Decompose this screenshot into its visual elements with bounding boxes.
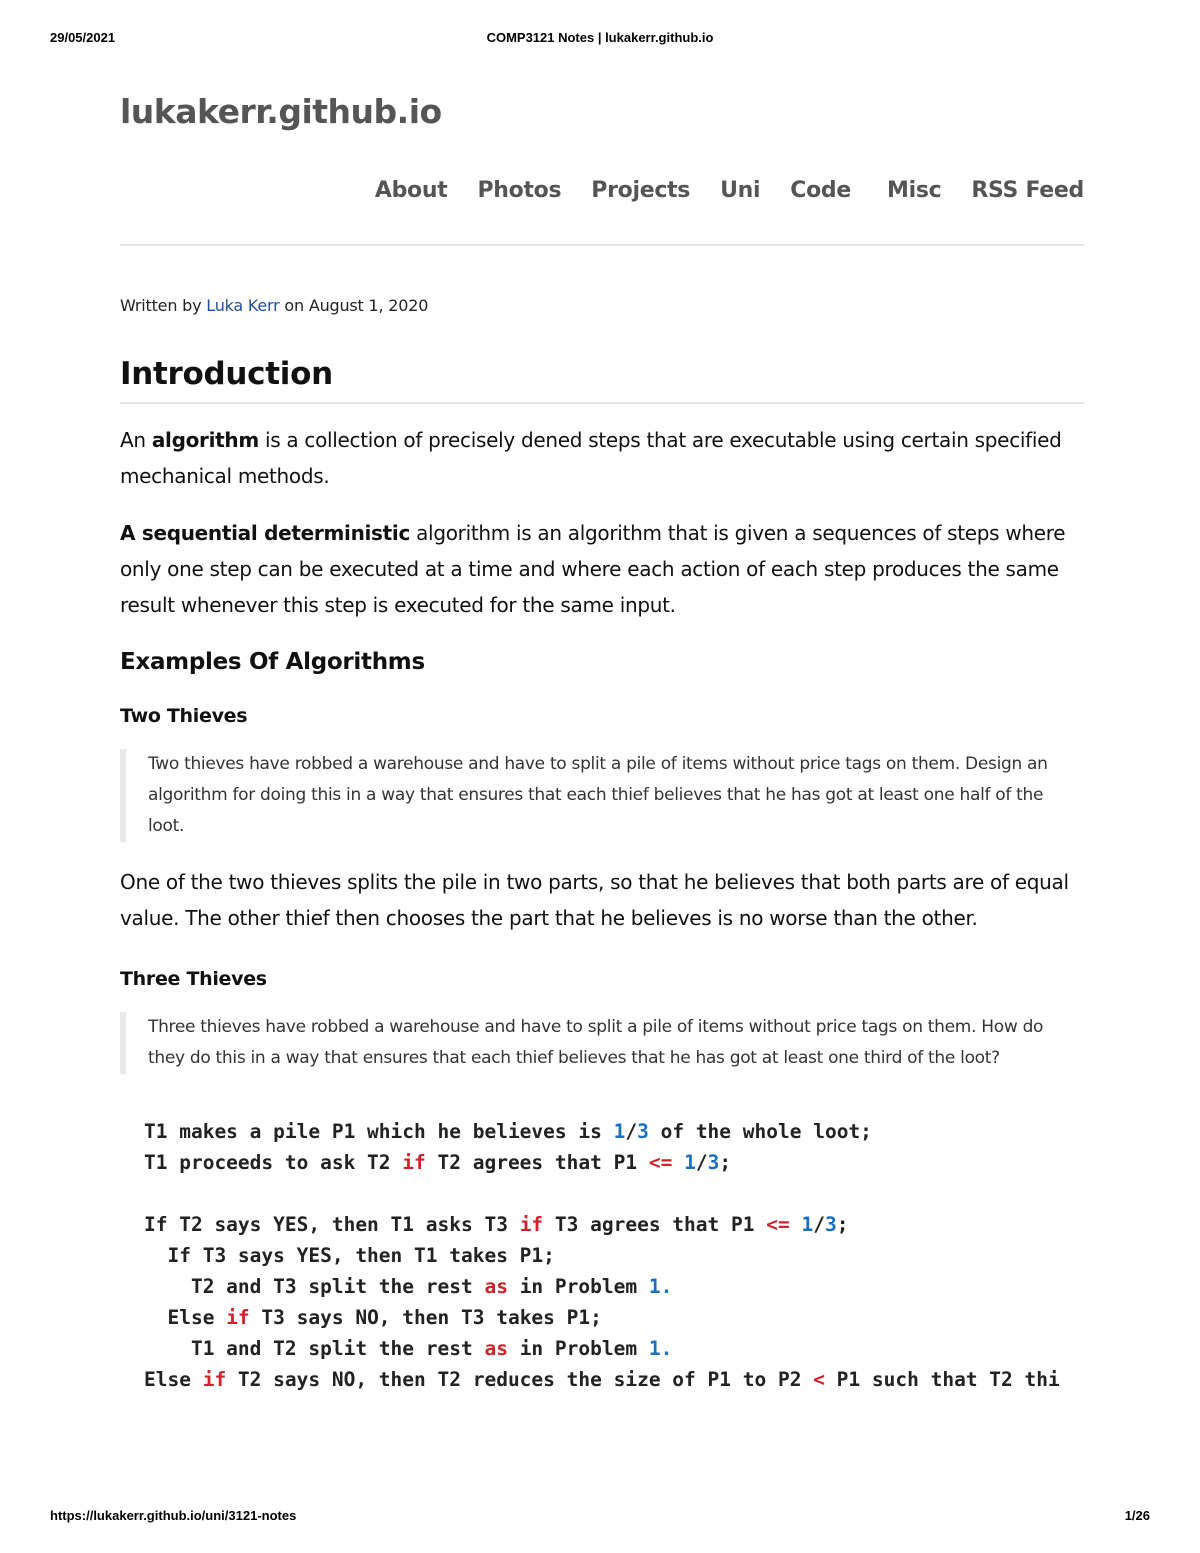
main-nav xyxy=(375,178,1084,203)
p2-post: algorithm is an algorithm that is given a sequences of steps where only one step can be executed at a time and where each action of each step produces the same result whenever this step is executed for the same input. xyxy=(120,521,1066,617)
p2-bold-term: A sequential deterministic xyxy=(120,521,411,545)
code-number: 1 xyxy=(684,1151,696,1174)
article-content xyxy=(120,356,1084,1395)
header-divider xyxy=(120,244,1084,246)
code-text: T3 agrees that P1 xyxy=(543,1213,767,1236)
author-link[interactable]: Luka Kerr xyxy=(206,296,280,315)
code-text: If T2 says YES, then T1 asks T3 xyxy=(144,1213,520,1236)
code-text: / xyxy=(695,1151,708,1174)
print-header xyxy=(50,30,1150,50)
p1-bold-term: algorithm xyxy=(151,428,259,452)
code-keyword: if xyxy=(202,1368,227,1391)
p1-post: is a collection of precisely dened steps that are executable using certain specified mechanical methods. xyxy=(120,428,1062,488)
code-text: Else xyxy=(144,1368,203,1391)
code-keyword: as xyxy=(484,1275,508,1298)
code-line xyxy=(144,1213,848,1236)
code-keyword: < xyxy=(813,1368,825,1391)
heading-examples: Examples Of Algorithms xyxy=(120,649,425,675)
code-line xyxy=(144,1275,672,1298)
code-text: T1 proceeds to ask T2 xyxy=(144,1151,403,1174)
code-line xyxy=(144,1120,872,1143)
nav-item-projects[interactable]: Projects xyxy=(591,178,691,203)
byline-date: on August 1, 2020 xyxy=(279,296,429,315)
code-text: T2 agrees that P1 xyxy=(425,1151,649,1174)
code-number: 3 xyxy=(637,1120,649,1143)
quote-three-thieves: Three thieves have robbed a warehouse and have to split a pile of items without price tags on them. How do they do this in a way that ensures that each thief believes that he has got at least one third of the loot? xyxy=(120,1012,1084,1074)
p1-pre: An xyxy=(120,428,152,452)
paragraph-algorithm-definition xyxy=(120,422,1084,494)
code-number: 1 xyxy=(801,1213,814,1236)
nav-item-about[interactable]: About xyxy=(374,178,448,203)
code-text: / xyxy=(625,1120,638,1143)
code-number: 3 xyxy=(707,1151,720,1174)
code-number: 1 xyxy=(613,1120,626,1143)
code-number: 3 xyxy=(824,1213,837,1236)
site-title[interactable]: lukakerr.github.io xyxy=(120,92,442,131)
code-text: in Problem xyxy=(507,1275,649,1298)
code-text: If T3 says YES, then T1 takes P1; xyxy=(144,1244,555,1267)
byline-prefix: Written by xyxy=(120,296,207,315)
print-url: https://lukakerr.github.io/uni/3121-notes xyxy=(50,1508,297,1523)
code-text: P1 such that T2 thi xyxy=(824,1368,1060,1391)
code-text: of the whole loot; xyxy=(648,1120,872,1143)
nav-item-uni[interactable]: Uni xyxy=(720,178,761,203)
code-text: / xyxy=(813,1213,825,1236)
code-keyword: if xyxy=(519,1213,544,1236)
code-text xyxy=(790,1213,802,1236)
code-text: T1 makes a pile P1 which he believes is xyxy=(144,1120,614,1143)
code-text: T1 and T2 split the rest xyxy=(144,1337,485,1360)
code-keyword: <= xyxy=(648,1151,673,1174)
print-date: 29/05/2021 xyxy=(50,30,116,45)
code-text: ; xyxy=(719,1151,732,1174)
byline xyxy=(120,296,428,315)
code-line xyxy=(144,1244,555,1267)
code-keyword: as xyxy=(484,1337,508,1360)
heading-introduction: Introduction xyxy=(120,356,1084,404)
heading-three-thieves: Three Thieves xyxy=(120,968,267,990)
code-text: T2 and T3 split the rest xyxy=(144,1275,485,1298)
code-keyword: if xyxy=(402,1151,426,1174)
paragraph-sequential-deterministic xyxy=(120,515,1084,623)
code-line xyxy=(144,1368,1060,1391)
code-number: 1. xyxy=(648,1337,673,1360)
quote-two-thieves: Two thieves have robbed a warehouse and have to split a pile of items without price tags on them. Design an algorithm for doing this in a way that ensures that each thief believes that he has got at least one half of the loot. xyxy=(120,749,1084,842)
code-line xyxy=(144,1151,731,1174)
nav-item-misc[interactable]: Misc xyxy=(886,178,942,203)
code-block-three-thieves xyxy=(120,1116,1084,1395)
print-page-number: 1/26 xyxy=(1124,1508,1150,1523)
code-text: in Problem xyxy=(507,1337,649,1360)
code-keyword: if xyxy=(226,1306,250,1329)
nav-item-code[interactable]: Code xyxy=(790,178,851,203)
code-keyword: <= xyxy=(766,1213,790,1236)
code-text xyxy=(672,1151,684,1174)
nav-item-photos[interactable]: Photos xyxy=(477,178,562,203)
code-line xyxy=(144,1306,602,1329)
code-text: ; xyxy=(836,1213,849,1236)
code-text: T2 says NO, then T2 reduces the size of P1 to P2 xyxy=(226,1368,814,1391)
print-page-title: COMP3121 Notes | lukakerr.github.io xyxy=(486,30,714,45)
nav-item-rss-feed[interactable]: RSS Feed xyxy=(971,178,1084,203)
code-line xyxy=(144,1337,672,1360)
code-text: Else xyxy=(144,1306,227,1329)
paragraph-two-thieves-solution: One of the two thieves splits the pile in two parts, so that he believes that both parts are of equal value. The other thief then chooses the part that he believes is no worse than the other. xyxy=(120,870,1069,930)
code-text: T3 says NO, then T3 takes P1; xyxy=(249,1306,602,1329)
heading-two-thieves: Two Thieves xyxy=(120,705,248,727)
print-footer xyxy=(50,1508,1150,1528)
code-number: 1. xyxy=(648,1275,673,1298)
